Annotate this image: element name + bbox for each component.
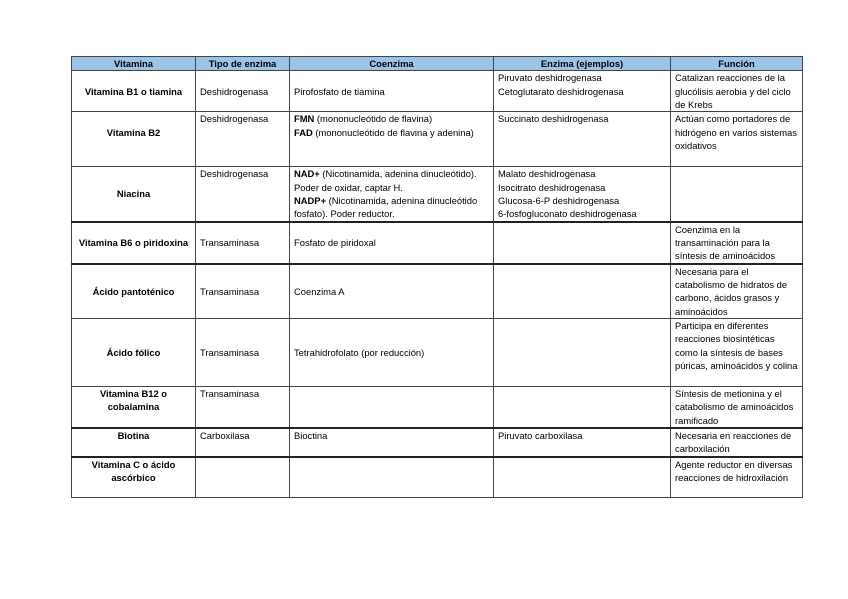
table-row xyxy=(72,71,803,112)
enzyme-examples xyxy=(494,112,671,167)
vitamin-name: Vitamina B6 o piridoxina xyxy=(72,222,196,264)
table-row xyxy=(72,319,803,387)
header-coenzima: Coenzima xyxy=(290,57,494,71)
function: Catalizan reacciones de la glucólisis aerobia y del ciclo de Krebs xyxy=(671,71,803,112)
coenzyme: Bioctina xyxy=(290,428,494,457)
vitamin-name: Niacina xyxy=(72,167,196,222)
coenzyme xyxy=(290,112,494,167)
enzyme-example: Cetoglutarato deshidrogenasa xyxy=(498,85,624,97)
function: Necesaria para el catabolismo de hidratos de carbono, ácidos grasos y aminoácidos xyxy=(671,264,803,319)
header-tipo-enzima: Tipo de enzima xyxy=(196,57,290,71)
enzyme-examples xyxy=(494,222,671,264)
header-enzima-ejemplos: Enzima (ejemplos) xyxy=(494,57,671,71)
vitamin-name: Vitamina B12 o cobalamina xyxy=(72,387,196,428)
enzyme-type: Transaminasa xyxy=(196,387,290,428)
enzyme-example: Glucosa-6-P deshidrogenasa xyxy=(498,194,620,206)
vitamin-name: Vitamina C o ácido ascórbico xyxy=(72,457,196,498)
function xyxy=(671,167,803,222)
coenzyme-desc: (mononucleótido de flavina y adenina) xyxy=(312,126,474,138)
header-vitamina: Vitamina xyxy=(72,57,196,71)
coenzyme xyxy=(290,167,494,222)
enzyme-type: Transaminasa xyxy=(196,264,290,319)
function: Agente reductor en diversas reacciones de hidroxilación xyxy=(671,457,803,498)
function: Actúan como portadores de hidrógeno en varios sistemas oxidativos xyxy=(671,112,803,167)
vitamin-table xyxy=(71,56,803,498)
coenzyme: Coenzima A xyxy=(290,264,494,319)
vitamin-name: Ácido pantoténico xyxy=(72,264,196,319)
enzyme-type xyxy=(196,457,290,498)
table-row xyxy=(72,112,803,167)
coenzyme-abbr: FAD xyxy=(294,126,313,138)
enzyme-example: Succinato deshidrogenasa xyxy=(498,113,609,125)
vitamin-name: Biotina xyxy=(72,428,196,457)
coenzyme xyxy=(290,457,494,498)
table-row xyxy=(72,457,803,498)
vitamin-name: Vitamina B1 o tiamina xyxy=(72,71,196,112)
function: Síntesis de metionina y el catabolismo de aminoácidos ramificado xyxy=(671,387,803,428)
table-row xyxy=(72,387,803,428)
enzyme-type: Carboxilasa xyxy=(196,428,290,457)
enzyme-type: Deshidrogenasa xyxy=(196,112,290,167)
enzyme-examples xyxy=(494,319,671,387)
enzyme-examples xyxy=(494,167,671,222)
function: Necesaria en reacciones de carboxilación xyxy=(671,428,803,457)
function: Coenzima en la transaminación para la síntesis de aminoácidos xyxy=(671,222,803,264)
vitamin-name: Ácido fólico xyxy=(72,319,196,387)
coenzyme-abbr: NADP+ xyxy=(294,194,327,206)
coenzyme-desc: (Nicotinamida, adenina dinucleótido fosfato). Poder reductor. xyxy=(294,194,478,220)
enzyme-example: 6-fosfogluconato deshidrogenasa xyxy=(498,208,637,220)
enzyme-examples xyxy=(494,387,671,428)
table-row xyxy=(72,222,803,264)
header-funcion: Función xyxy=(671,57,803,71)
coenzyme: Tetrahidrofolato (por reducción) xyxy=(290,319,494,387)
enzyme-examples xyxy=(494,428,671,457)
enzyme-examples xyxy=(494,457,671,498)
header-row xyxy=(72,57,803,71)
table-row xyxy=(72,264,803,319)
enzyme-examples xyxy=(494,264,671,319)
enzyme-type: Transaminasa xyxy=(196,319,290,387)
coenzyme: Fosfato de piridoxal xyxy=(290,222,494,264)
coenzyme-abbr: FMN xyxy=(294,113,315,125)
coenzyme: Pirofosfato de tiamina xyxy=(290,71,494,112)
function: Participa en diferentes reacciones biosintéticas como la síntesis de bases púricas, aminoácidos y colina xyxy=(671,319,803,387)
enzyme-example: Piruvato carboxilasa xyxy=(498,430,583,442)
enzyme-type: Transaminasa xyxy=(196,222,290,264)
enzyme-example: Isocitrato deshidrogenasa xyxy=(498,181,606,193)
table-row xyxy=(72,428,803,457)
enzyme-example: Piruvato deshidrogenasa xyxy=(498,72,602,84)
coenzyme-desc: (Nicotinamida, adenina dinucleótido). Poder de oxidar, captar H. xyxy=(294,168,477,193)
enzyme-examples xyxy=(494,71,671,112)
enzyme-example: Malato deshidrogenasa xyxy=(498,168,596,180)
enzyme-type: Deshidrogenasa xyxy=(196,167,290,222)
vitamin-name: Vitamina B2 xyxy=(72,112,196,167)
enzyme-type: Deshidrogenasa xyxy=(196,71,290,112)
table-row xyxy=(72,167,803,222)
coenzyme-abbr: NAD+ xyxy=(294,168,320,180)
coenzyme-desc: (mononucleótido de flavina) xyxy=(314,113,433,125)
coenzyme xyxy=(290,387,494,428)
